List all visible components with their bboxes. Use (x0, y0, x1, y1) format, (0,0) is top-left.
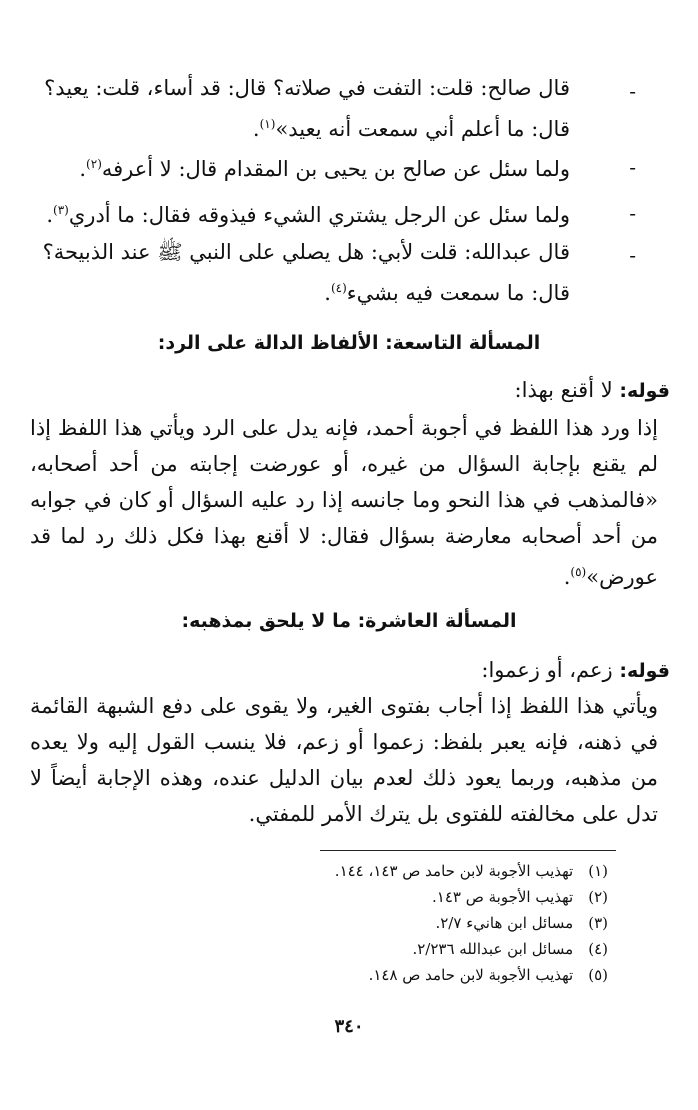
footnote-text: تهذيب الأجوبة لابن حامد ص ١٤٣، ١٤٤. (334, 862, 574, 880)
qawl-label: قوله: (619, 660, 670, 682)
bullet-end: . (46, 203, 54, 227)
footnote-ref: (٢) (86, 157, 102, 171)
bullet-item-3 (30, 192, 570, 233)
section-heading-9: المسألة التاسعة: الألفاظ الدالة على الرد: (157, 332, 541, 354)
footnote-text: تهذيب الأجوبة ص ١٤٣. (432, 888, 574, 906)
footnote-ref: (١) (259, 117, 276, 131)
bullet-text: ولما سئل عن صالح بن يحيى بن المقدام قال: لا أعرفه (101, 157, 570, 181)
bullet-dash: - (629, 243, 636, 267)
footnote-text: تهذيب الأجوبة لابن حامد ص ١٤٨. (368, 966, 574, 984)
footnote-ref: (٥) (570, 565, 587, 579)
bullet-dash: - (629, 155, 636, 179)
footnote-4 (108, 936, 608, 963)
footnote-ref: (٣) (53, 203, 69, 217)
footnote-ref: (٤) (330, 281, 347, 295)
footnote-1 (108, 858, 608, 885)
bullet-end: . (252, 117, 260, 141)
bullet-dash: - (629, 201, 636, 225)
section-10-paragraph: ويأتي هذا اللفظ إذا أجاب بفتوى الغير، ولا يقوى على دفع الشبهة القائمة في ذهنه، فإنه يعبر بلفظ: زعموا أو زعم، فلا ينسب القول إليه ولا يعده من مذهبه، وربما يعود ذلك لعدم بيان الدليل عنده، وهذه الإجابة أيضاً لا تدل على مخالفته للفتوى بل يترك الأمر للمفتي. (30, 694, 658, 826)
page-number: ٣٤٠ (334, 1016, 364, 1037)
qawl-phrase: زعم، أو زعموا: (481, 658, 613, 682)
footnote-number: (٢) (588, 888, 608, 906)
bullet-end: . (324, 281, 331, 305)
section-9-paragraph (30, 410, 658, 595)
bullet-item-2 (30, 146, 570, 187)
footnote-text: مسائل ابن عبدالله ٢/٢٣٦. (412, 940, 574, 958)
footnote-number: (١) (588, 862, 608, 880)
bullet-item-1 (30, 70, 570, 147)
qawl-line-10 (30, 652, 670, 689)
bullet-item-4 (30, 234, 570, 311)
bullet-text: ولما سئل عن الرجل يشتري الشيء فيذوقه فقال: ما أدري (68, 203, 570, 227)
qawl-label: قوله: (619, 380, 670, 402)
footnote-divider (320, 850, 616, 851)
bullet-text: قال عبدالله: قلت لأبي: هل يصلي على النبي ﷺ عند الذبيحة؟ قال: ما سمعت فيه بشيء (42, 240, 570, 305)
footnote-number: (٤) (588, 940, 608, 958)
footnote-number: (٥) (588, 966, 608, 984)
footnote-5 (108, 962, 608, 989)
footnote-text: مسائل ابن هانيء ٢/٧. (435, 914, 574, 932)
qawl-phrase: لا أقنع بهذا: (514, 378, 613, 402)
paragraph-end: . (563, 565, 571, 589)
bullet-dash: - (629, 79, 636, 103)
section-heading-10: المسألة العاشرة: ما لا يلحق بمذهبه: (181, 610, 517, 632)
footnote-3 (108, 910, 608, 937)
bullet-end: . (79, 157, 87, 181)
paragraph-text: إذا ورد هذا اللفظ في أجوبة أحمد، فإنه يدل على الرد ويأتي هذا اللفظ إذا لم يقنع بإجابة السؤال من غيره، أو عورضت إجابته من أحد أصحابه، «فالمذهب في هذا النحو وما جانسه إذا رد عليه السؤال أو كان في جوابه من أحد أصحابه معارضة بسؤال فقال: لا أقنع بهذا فكل ذلك رد لما قد عورض» (30, 416, 658, 589)
footnote-number: (٣) (588, 914, 608, 932)
qawl-line-9 (30, 372, 670, 409)
bullet-text: قال صالح: قلت: التفت في صلاته؟ قال: قد أساء، قلت: يعيد؟ قال: ما أعلم أني سمعت أنه يعيد» (44, 76, 570, 141)
footnote-2 (108, 884, 608, 911)
